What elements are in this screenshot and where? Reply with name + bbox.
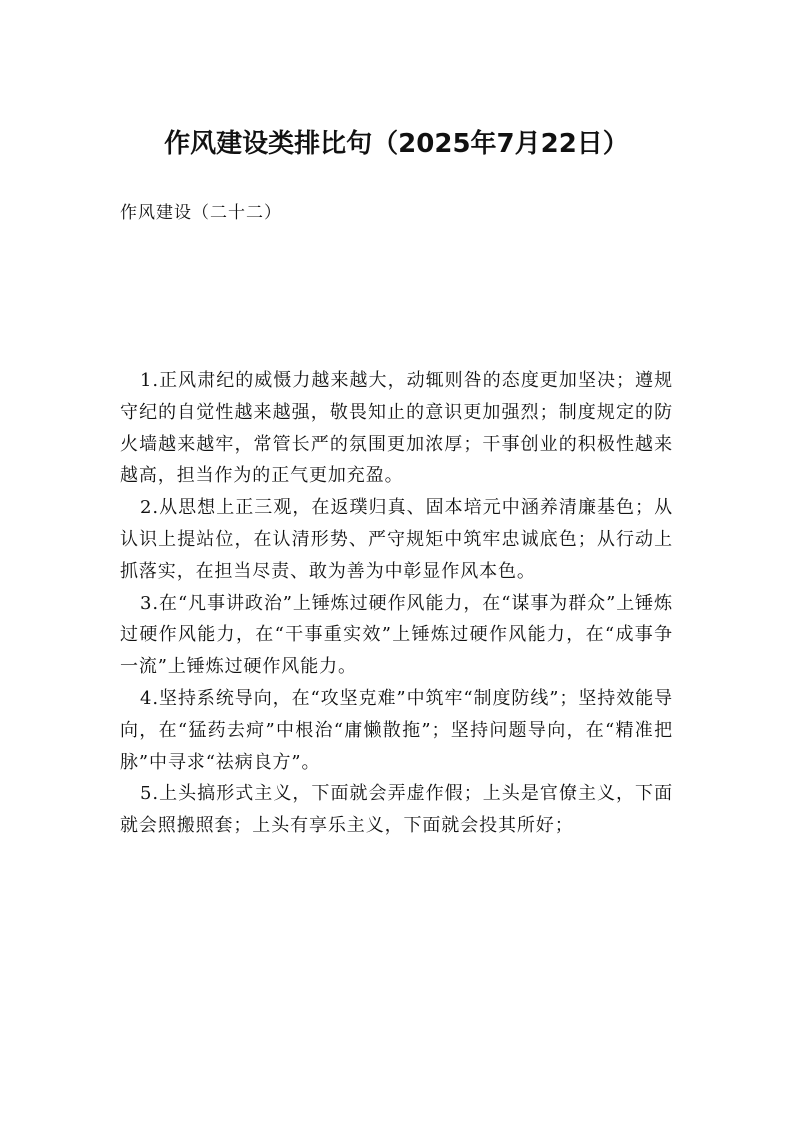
document-title: 作风建设类排比句（2025年7月22日） <box>164 129 629 159</box>
document-body <box>120 365 673 842</box>
paragraph: 3.在“凡事讲政治”上锤炼过硬作风能力，在“谋事为群众”上锤炼过硬作风能力，在“干事重实效”上锤炼过硬作风能力，在“成事争一流”上锤炼过硬作风能力。 <box>120 592 673 678</box>
paragraph: 1.正风肃纪的威慑力越来越大，动辄则咎的态度更加坚决；遵规守纪的自觉性越来越强，敬畏知止的意识更加强烈；制度规定的防火墙越来越牢，常管长严的氛围更加浓厚；干事创业的积极性越来越高，担当作为的正气更加充盈。 <box>120 370 673 487</box>
paragraph: 5.上头搞形式主义，下面就会弄虚作假；上头是官僚主义，下面就会照搬照套；上头有享乐主义，下面就会投其所好； <box>120 783 673 837</box>
document-subtitle: 作风建设（二十二） <box>120 203 282 223</box>
paragraph: 4.坚持系统导向，在“攻坚克难”中筑牢“制度防线”；坚持效能导向，在“猛药去疴”中根治“庸懒散拖”；坚持问题导向，在“精准把脉”中寻求“祛病良方”。 <box>120 687 673 773</box>
paragraph: 2.从思想上正三观，在返璞归真、固本培元中涵养清廉基色；从认识上提站位，在认清形势、严守规矩中筑牢忠诚底色；从行动上抓落实，在担当尽责、敢为善为中彰显作风本色。 <box>120 497 673 582</box>
